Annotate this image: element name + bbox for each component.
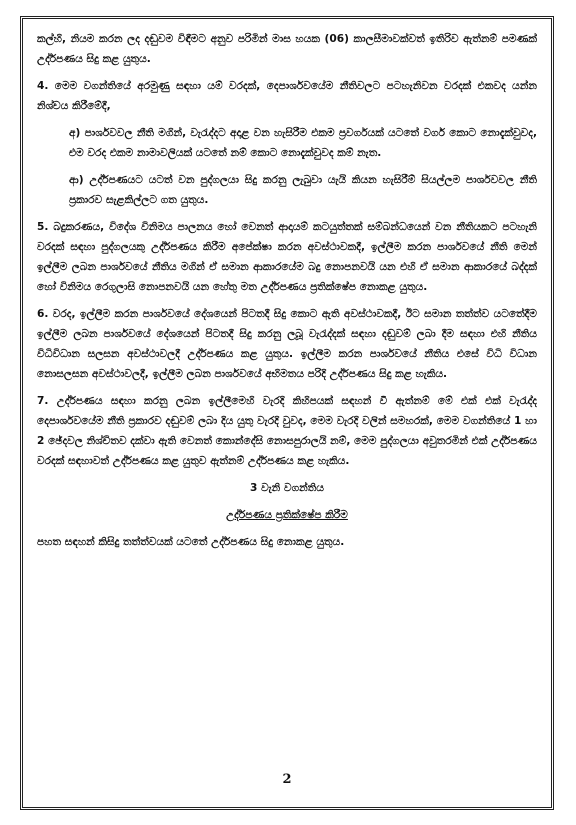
page-content <box>37 29 537 559</box>
page-number: 2 <box>282 772 292 787</box>
paragraph-6: 6. වරද, ඉල්ලීම කරන පාර්ශවයේ දේශයෙන් පිටතදී සිදු කොට ඇති අවස්ථාවකදී, ඊට සමාන තත්ත්ව යටතේදීම ඉල්ලීම ලබන පාර්ශවයේ දේශයෙන් පිටතදී සිදු කරනු ලබූ වැරැද්දක් සඳහා දඬුවම් ලබා දීම සඳහා එහි නීතිය විධිවිධාන සලසන අවස්ථාවලදී උද්ර්පණය කළ යුතුය. ඉල්ලීම කරන පාර්ශවයේ නීතිය එසේ විධි විධාන නොසලසන අවස්ථාවලදී, ඉල්ලීම ලබන පාර්ශවයේ අභිමතය පරිදි උද්ර්පණය සිදු කළ හැකිය. <box>37 308 537 380</box>
paragraph-4: 4. මෙම වගන්තියේ අරමුණු සඳහා යම් වරදක්, දෙපාර්ශවයේම නීතිවලට පටහැනිවන වරදක් එකවද යන්න නිශ්චය කිරීමේදී, <box>37 80 537 112</box>
section-heading: 3 වැනි වගන්තිය <box>250 482 324 494</box>
section-title: උද්ර්පණය ප්‍රතික්ෂේප කිරීම <box>226 509 348 521</box>
document-page <box>20 16 554 810</box>
paragraph-continuation: කල්හි, නියම කරන ලද දඬුවම විඳීමට අනුව පරිමින් මාස හයක (06) කාලසීමාවක්වත් ඉතිරිව ඇත්නම් පමණක් උද්ර්පණය සිදු කළ යුතුය. <box>37 33 537 65</box>
paragraph-7: 7. උද්ර්පණය සඳහා කරනු ලබන ඉල්ලීමෙහි වැරදි කිහිපයක් සඳහන් වී ඇත්නම් මේ එක් එක් වැරැද්ද දෙපාර්ශවයේම නීති ප්‍රකාරව දඬුවම් ලබා දිය යුතු වැරදි වුවද, මෙම වැරදි වලින් සමහරක්, මෙම වගන්තියේ 1 හා 2 ඡේදවල නිශ්චිතව දක්වා ඇති වෙනත් කොන්දේසි නොසපුරාලයි නම්, මෙම පුද්ගලයා අවුතරමින් එක් උද්ර්පණය වරදක් සඳහාවත් උද්ර්පණය කළ යුතුව ඇත්නම් උද්ර්පණය කළ හැකිය. <box>37 395 537 467</box>
paragraph-4-a: අ) පාර්ශවවල නීති මගින්, වැරැද්දට අදාළ වන හැසිරීම එකම ප්‍රවර්ගයක් යටතේ වර්ග කොට නොදැක්වුවද, එම වරද එකම නාමාවලියක් යටතේ නම් කොට නොදැක්වුවද කම් නැත. <box>69 127 537 159</box>
closing-paragraph: පහත සඳහන් කිසිදු තත්ත්වයක් යටතේ උද්ර්පණය සිදු නොකළ යුතුය. <box>37 536 345 548</box>
paragraph-5: 5. බදුකරණය, විදේශ විනිමය පාලනය හෝ වෙනත් ආදායම් කටයුත්තක් සම්බන්ධයෙන් වන නීතියකට පටහැනි වරදක් සඳහා පුද්ගලයකු උද්ර්පණය කිරීම අපේක්ෂා කරන අවස්ථාවකදී, ඉල්ලීම කරන පාර්ශවයේ නීති මෙන් ඉල්ලීම ලබන පාර්ශවයේ නීතිය මගින් ඒ සමාන ආකාරයේම බදු නොපනවයි යන එහි ඒ සමාන ආකාරයේ බද්දක් හෝ විනිමය රෙගුලාසි නොපනවයි යන හේතු මත උද්ර්පණය ප්‍රතික්ෂේප නොකළ යුතුය. <box>37 221 537 293</box>
paragraph-4-b: ආ) උද්ර්පණයට යටත් වන පුද්ගලයා සිදු කරනු ලැබුවා යැයි කියන හැසිරීම් සියල්ලම පාර්ශවවල නීති ප්‍රකාරව සැළකිල්ලට ගත යුතුය. <box>69 174 537 206</box>
